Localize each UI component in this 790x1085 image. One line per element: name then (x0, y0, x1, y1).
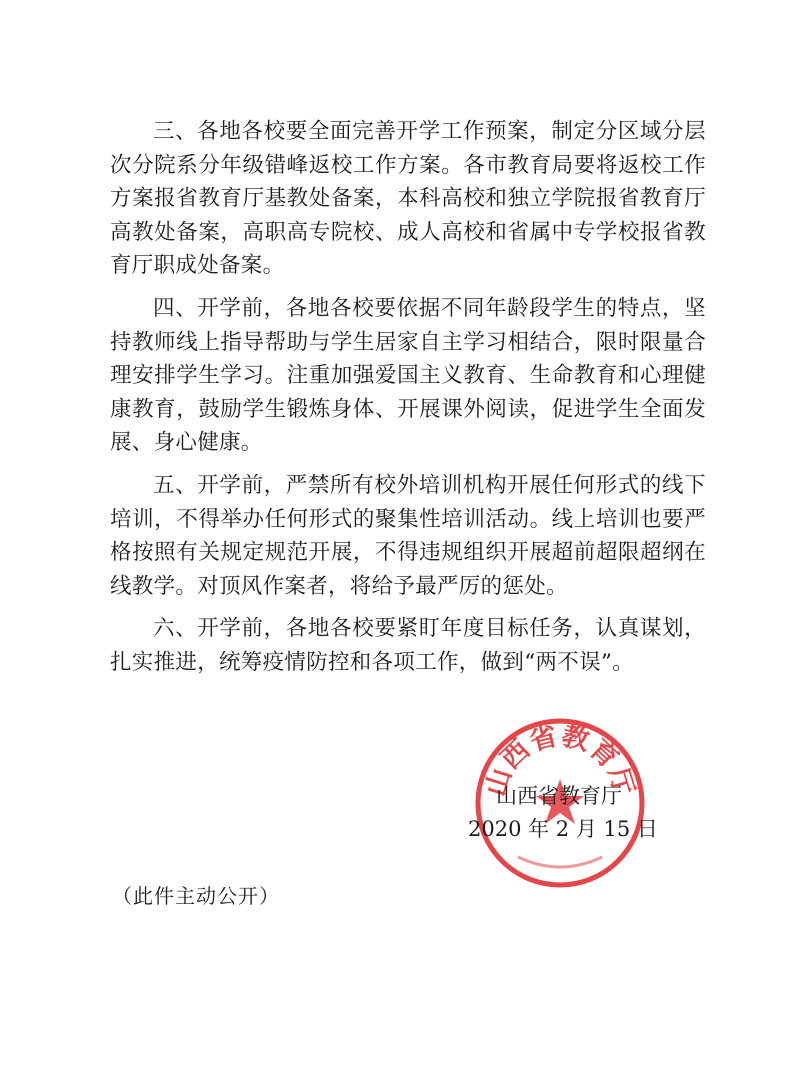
paragraph-5: 五、开学前，严禁所有校外培训机构开展任何形式的线下培训，不得举办任何形式的聚集性培训活动。线上培训也要严格按照有关规定规范开展，不得违规组织开展超前超限超纲在线教学。对顶风作案者，将给予最严厉的惩处。 (110, 472, 706, 599)
paragraph-6: 六、开学前，各地各校要紧盯年度目标任务，认真谋划，扎实推进，统筹疫情防控和各项工作，做到“两不误”。 (110, 616, 706, 675)
signature-organization: 山西省教育厅 (496, 784, 622, 808)
signature-date: 2020 年 2 月 15 日 (468, 817, 658, 841)
paragraph-4: 四、开学前，各地各校要依据不同年龄段学生的特点，坚持教师线上指导帮助与学生居家自主学习相结合，限时限量合理安排学生学习。注重加强爱国主义教育、生命教育和心理健康教育，鼓励学生锻炼身体、开展课外阅读，促进学生全面发展、身心健康。 (110, 295, 706, 456)
paragraph-3: 三、各地各校要全面完善开学工作预案，制定分区域分层次分院系分年级错峰返校工作方案。各市教育局要将返校工作方案报省教育厅基教处备案，本科高校和独立学院报省教育厅高教处备案，高职高专院校、成人高校和省属中专学校报省教育厅职成处备案。 (110, 119, 706, 279)
disclosure-note: （此件主动公开） (112, 884, 280, 908)
document-body (110, 115, 706, 689)
svg-text:山西省教育厅: 山西省教育厅 (480, 720, 640, 800)
